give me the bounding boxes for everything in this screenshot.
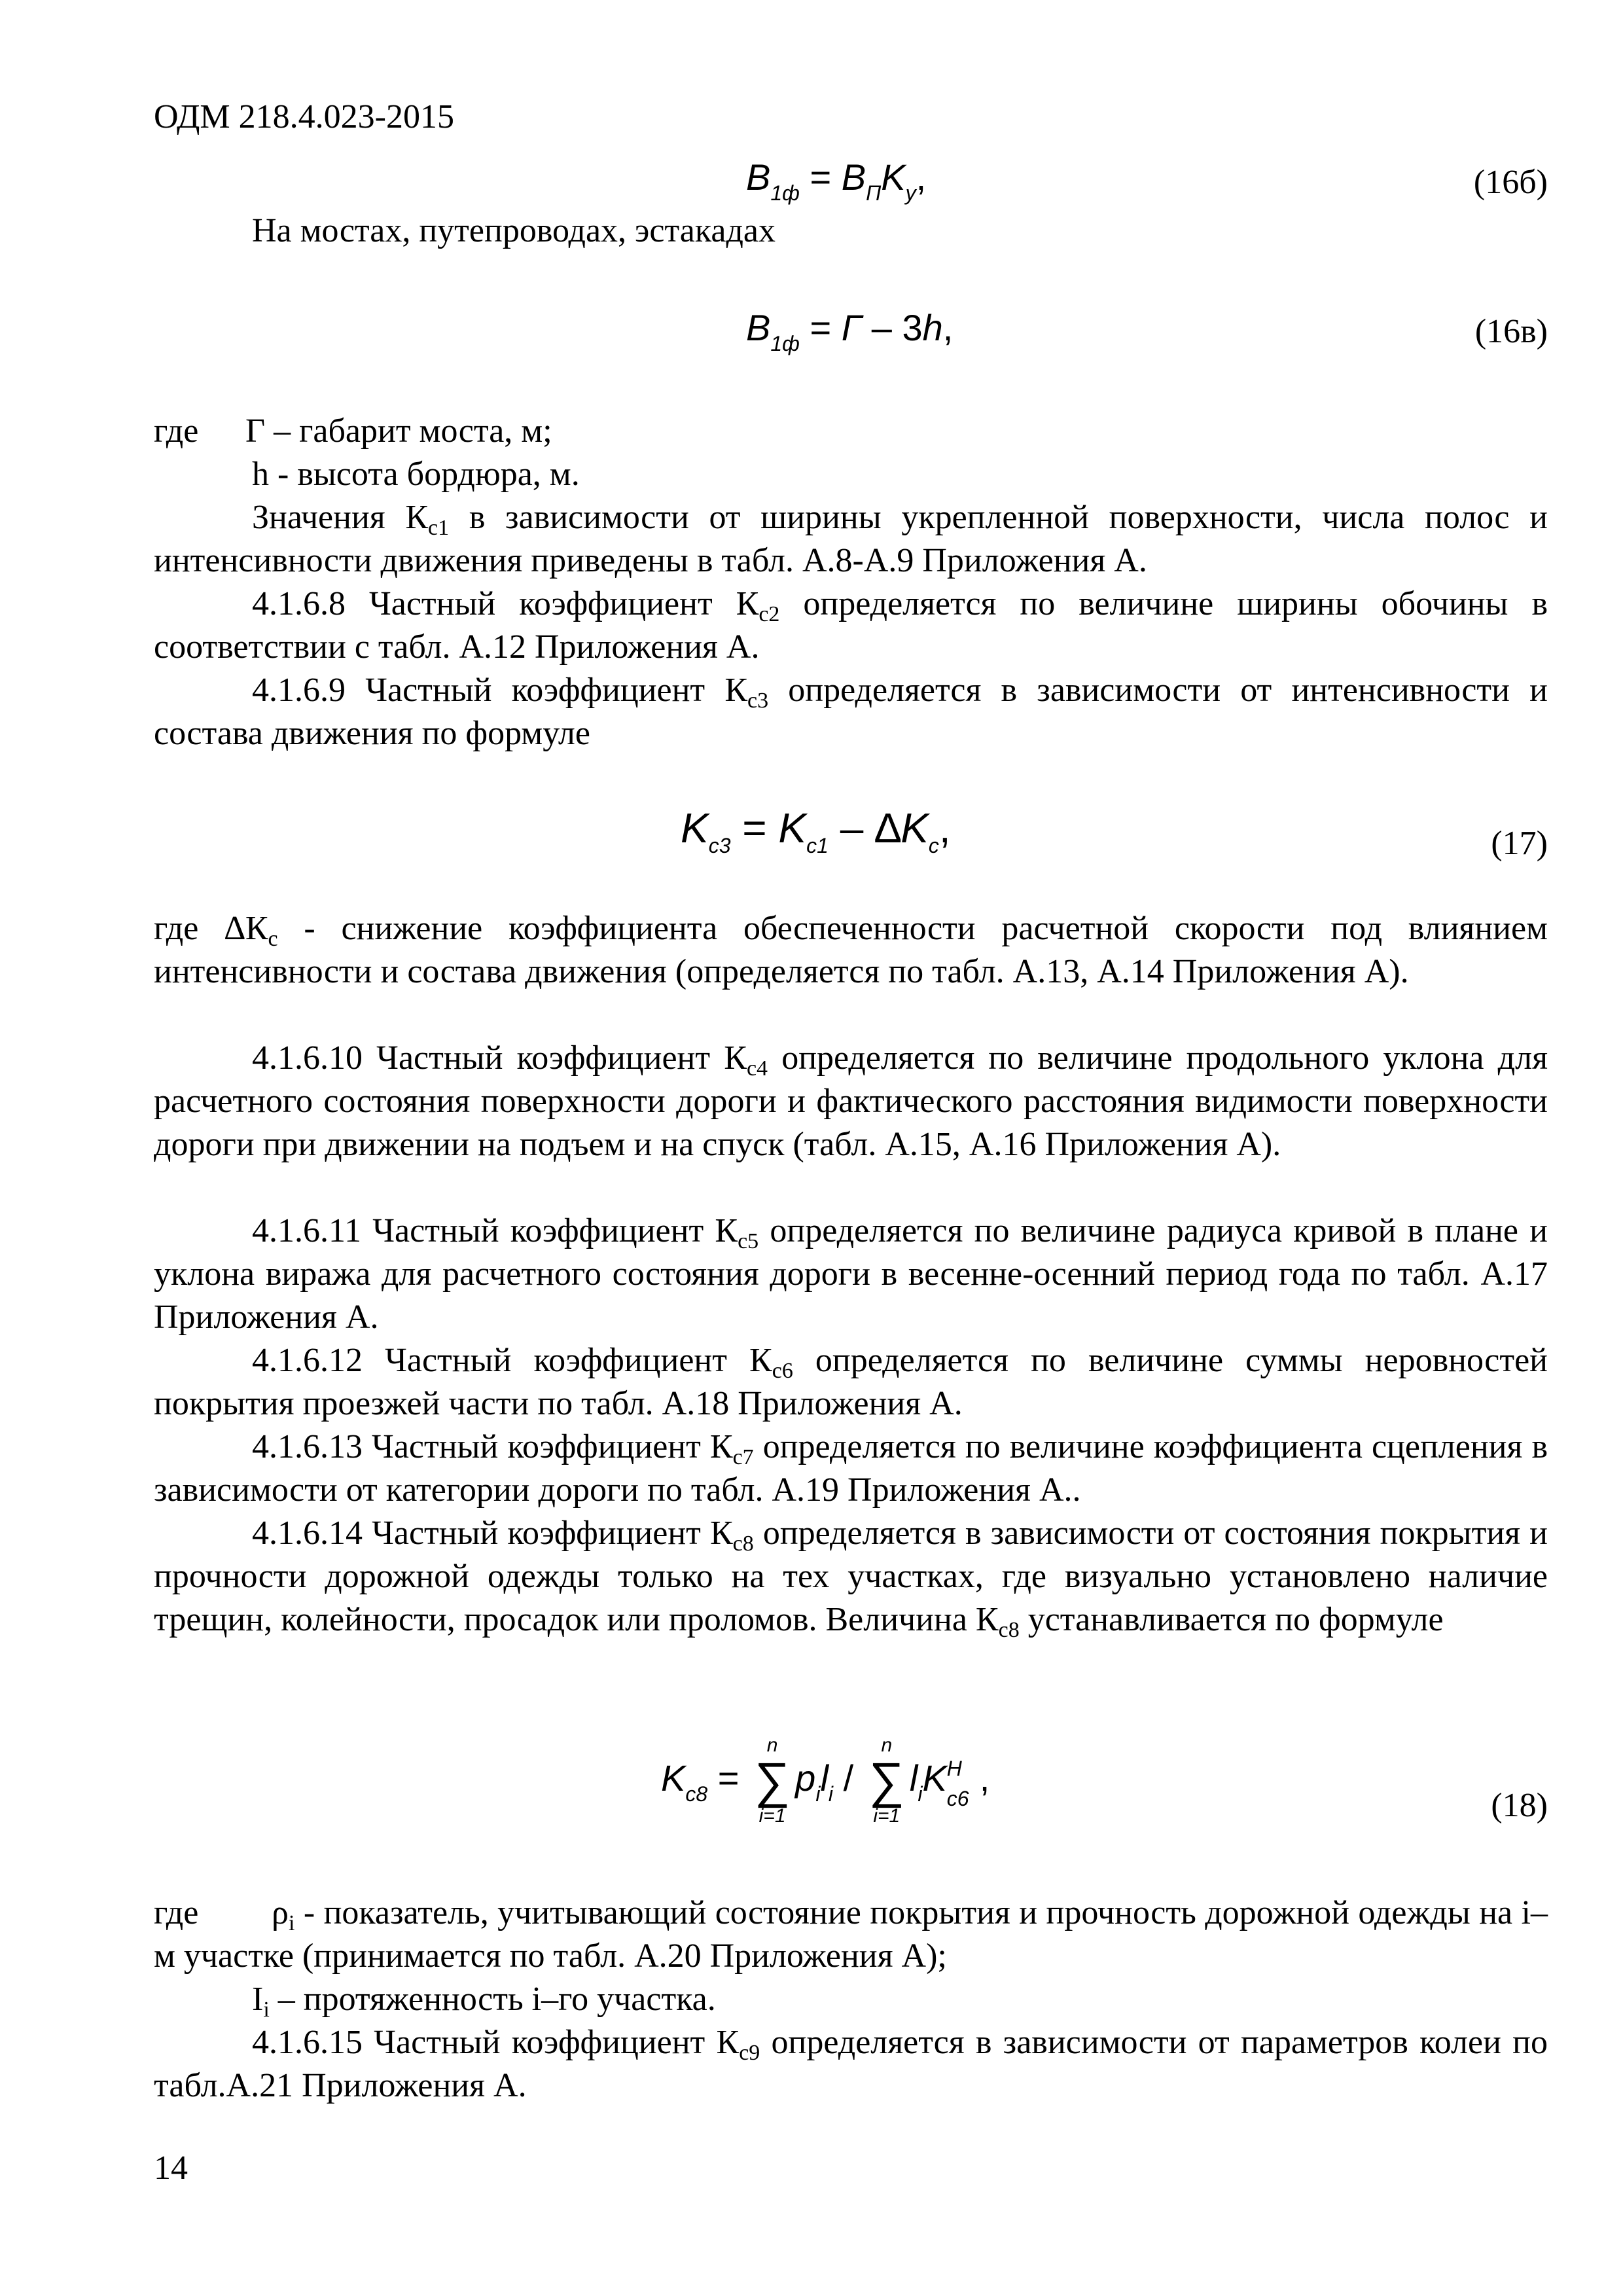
equation-number-17: (17) <box>1491 825 1548 862</box>
gamma-definition: Г – габарит моста, м; <box>245 412 552 450</box>
formula-16b: $B_{1ф} = B_ПK_у$, <box>746 156 927 205</box>
formula-17: $K_{с3} = K_{с1} - \Delta K_с$, <box>681 804 951 857</box>
summation-1: n ∑ i=1 <box>754 1734 791 1827</box>
equation-number-16b: (16б) <box>1473 164 1548 201</box>
paragraph-kc1: Значения Кс1 в зависимости от ширины укрепленной поверхности, числа полос и интенсивности движения приведены в табл. А.8-А.9 Приложения А. <box>154 499 1548 579</box>
bridges-text: На мостах, путепроводах, эстакадах <box>252 212 776 249</box>
where-label-2: где <box>154 1894 199 1931</box>
paragraph-4-1-6-13: 4.1.6.13 Частный коэффициент Кс7 определяется по величине коэффициента сцепления в зависимости от категории дороги по табл. А.19 Приложения А.. <box>154 1428 1548 1509</box>
page-number: 14 <box>154 2149 188 2187</box>
paragraph-4-1-6-11: 4.1.6.11 Частный коэффициент Кс5 определяется по величине радиуса кривой в плане и уклона виража для расчетного состояния дороги в весенне-осенний период года по табл. А.17 Приложения А. <box>154 1212 1548 1336</box>
paragraph-4-1-6-15: 4.1.6.15 Частный коэффициент Кс9 определяется в зависимости от параметров колеи по табл.А.21 Приложения А. <box>154 2024 1548 2104</box>
paragraph-4-1-6-8: 4.1.6.8 Частный коэффициент Кс2 определяется по величине ширины обочины в соответствии с табл. А.12 Приложения А. <box>154 585 1548 666</box>
formula-18: $K_{с8}$ = n ∑ i=1 $p_il_i$ / n ∑ i=1 $l_iK$ Н с6 , <box>661 1734 990 1827</box>
paragraph-4-1-6-10: 4.1.6.10 Частный коэффициент Кс4 определяется по величине продольного уклона для расчетного состояния поверхности дороги и фактического расстояния видимости поверхности дороги при движении на подъем и на спуск (табл. А.15, А.16 Приложения А). <box>154 1039 1548 1163</box>
equation-number-16v: (16в) <box>1474 313 1548 350</box>
h-definition: h - высота бордюра, м. <box>252 456 580 493</box>
summation-2: n ∑ i=1 <box>868 1734 904 1827</box>
rho-definition: ρi - показатель, учитывающий состояние покрытия и прочность дорожной одежды на i–м участке (принимается по табл. А.20 Приложения А); <box>154 1894 1548 1975</box>
paragraph-delta-kc: где ∆Кс - снижение коэффициента обеспеченности расчетной скорости под влиянием интенсивности и состава движения (определяется по табл. А.13, А.14 Приложения А). <box>154 910 1548 990</box>
paragraph-4-1-6-9: 4.1.6.9 Частный коэффициент Кс3 определяется в зависимости от интенсивности и состава движения по формуле <box>154 672 1548 752</box>
equation-number-18: (18) <box>1491 1787 1548 1824</box>
paragraph-4-1-6-12: 4.1.6.12 Частный коэффициент Кс6 определяется по величине суммы неровностей покрытия проезжей части по табл. А.18 Приложения А. <box>154 1342 1548 1422</box>
paragraph-4-1-6-14: 4.1.6.14 Частный коэффициент Кс8 определяется в зависимости от состояния покрытия и прочности дорожной одежды только на тех участках, где визуально установлено наличие трещин, колейности, просадок или проломов. Величина Кс8 устанавливается по формуле <box>154 1515 1548 1642</box>
l-definition: Ii – протяженность i–го участка. <box>252 1981 716 2022</box>
formula-16v: $B_{1ф} = Г - 3h$, <box>746 307 954 355</box>
doc-code-header: ОДМ 218.4.023-2015 <box>154 98 454 135</box>
where-label: где <box>154 412 199 450</box>
